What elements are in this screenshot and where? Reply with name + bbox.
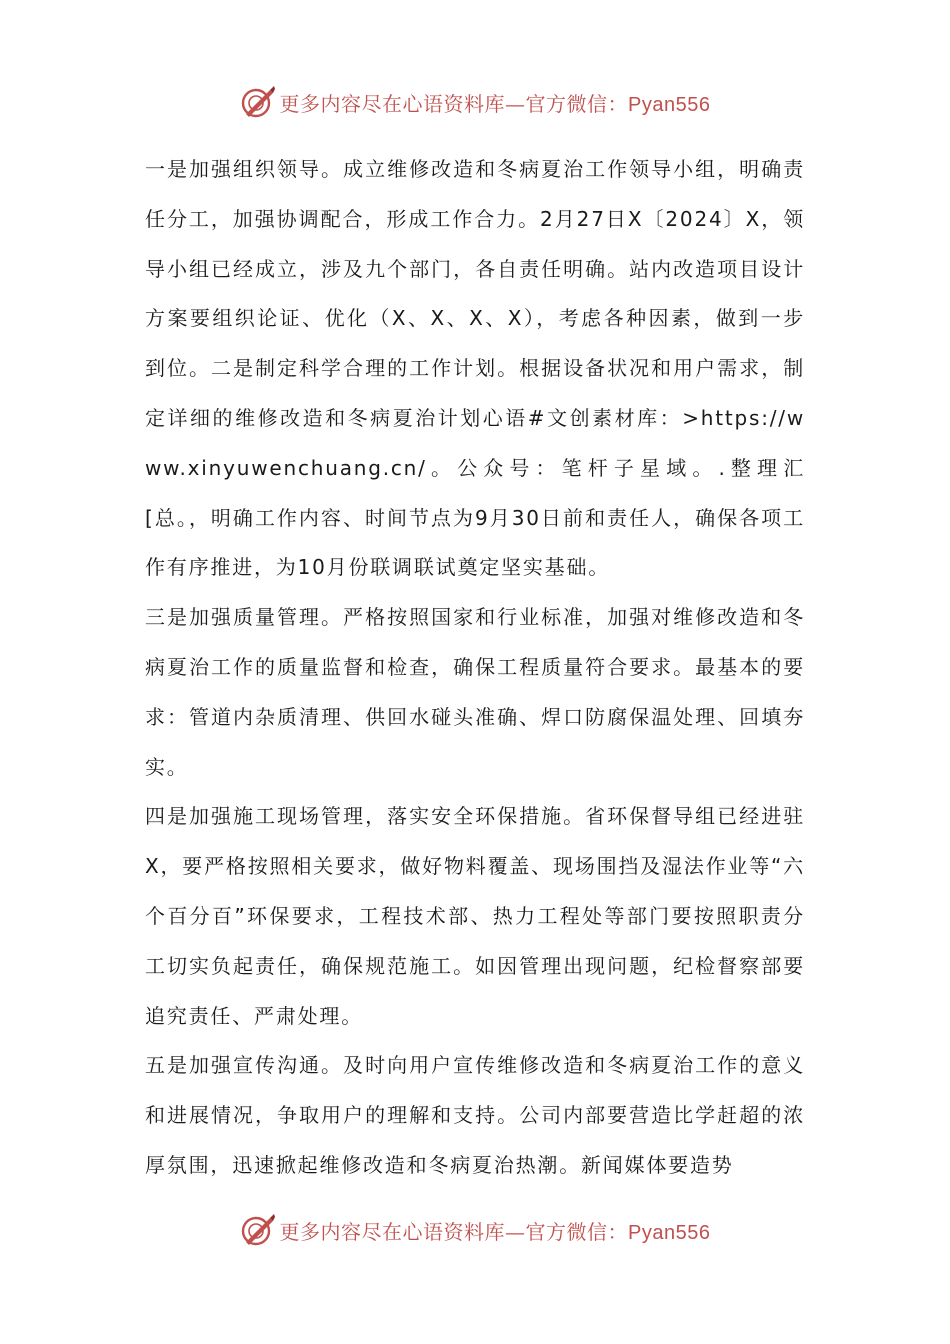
banner-dash: — [505, 1219, 526, 1244]
paragraph: 三是加强质量管理。严格按照国家和行业标准，加强对维修改造和冬病夏治工作的质量监督和检查，确保工程质量符合要求。最基本的要求：管道内杂质清理、供回水碰头准确、焊口防腐保温处理、回填夯实。 [145, 605, 805, 779]
banner-title: 更多内容尽在心语资料库 [279, 1219, 506, 1244]
paragraph: 五是加强宣传沟通。及时向用户宣传维修改造和冬病夏治工作的意义和进展情况，争取用户的理解和支持。公司内部要营造比学赶超的浓厚氛围，迅速掀起维修改造和冬病夏治热潮。新闻媒体要造势 [145, 1053, 805, 1177]
footer-banner-text [280, 1216, 711, 1245]
banner-wechat-label: 官方微信： [525, 1219, 629, 1244]
pen-logo-icon [240, 1212, 276, 1248]
footer-banner [0, 1208, 950, 1252]
header-banner-text [280, 88, 711, 117]
banner-dash: — [505, 91, 526, 116]
paragraph: 一是加强组织领导。成立维修改造和冬病夏治工作领导小组，明确责任分工，加强协调配合，形成工作合力。2月27日X〔2024〕X，领导小组已经成立，涉及九个部门，各自责任明确。站内改造项目设计方案要组织论证、优化（X、X、X、X），考虑各种因素，做到一步到位。二是制定科学合理的工作计划。根据设备状况和用户需求，制定详细的维修改造和冬病夏治计划心语#文创素材库：>https://www.xinyuwenchuang.cn/。公众号：笔杆子星域。.整理汇[总。，明确工作内容、时间节点为9月30日前和责任人，确保各项工作有序推进，为10月份联调联试奠定坚实基础。 [145, 157, 805, 580]
document-body [145, 145, 805, 1191]
banner-wechat-id: Pyan556 [628, 1221, 711, 1244]
banner-wechat-label: 官方微信： [525, 91, 629, 116]
banner-title: 更多内容尽在心语资料库 [279, 91, 506, 116]
header-banner [0, 80, 950, 124]
pen-logo-icon [240, 84, 276, 120]
banner-wechat-id: Pyan556 [628, 93, 711, 116]
paragraph: 四是加强施工现场管理，落实安全环保措施。省环保督导组已经进驻X，要严格按照相关要求，做好物料覆盖、现场围挡及湿法作业等“六个百分百”环保要求，工程技术部、热力工程处等部门要按照职责分工切实负起责任，确保规范施工。如因管理出现问题，纪检督察部要追究责任、严肃处理。 [145, 804, 805, 1028]
